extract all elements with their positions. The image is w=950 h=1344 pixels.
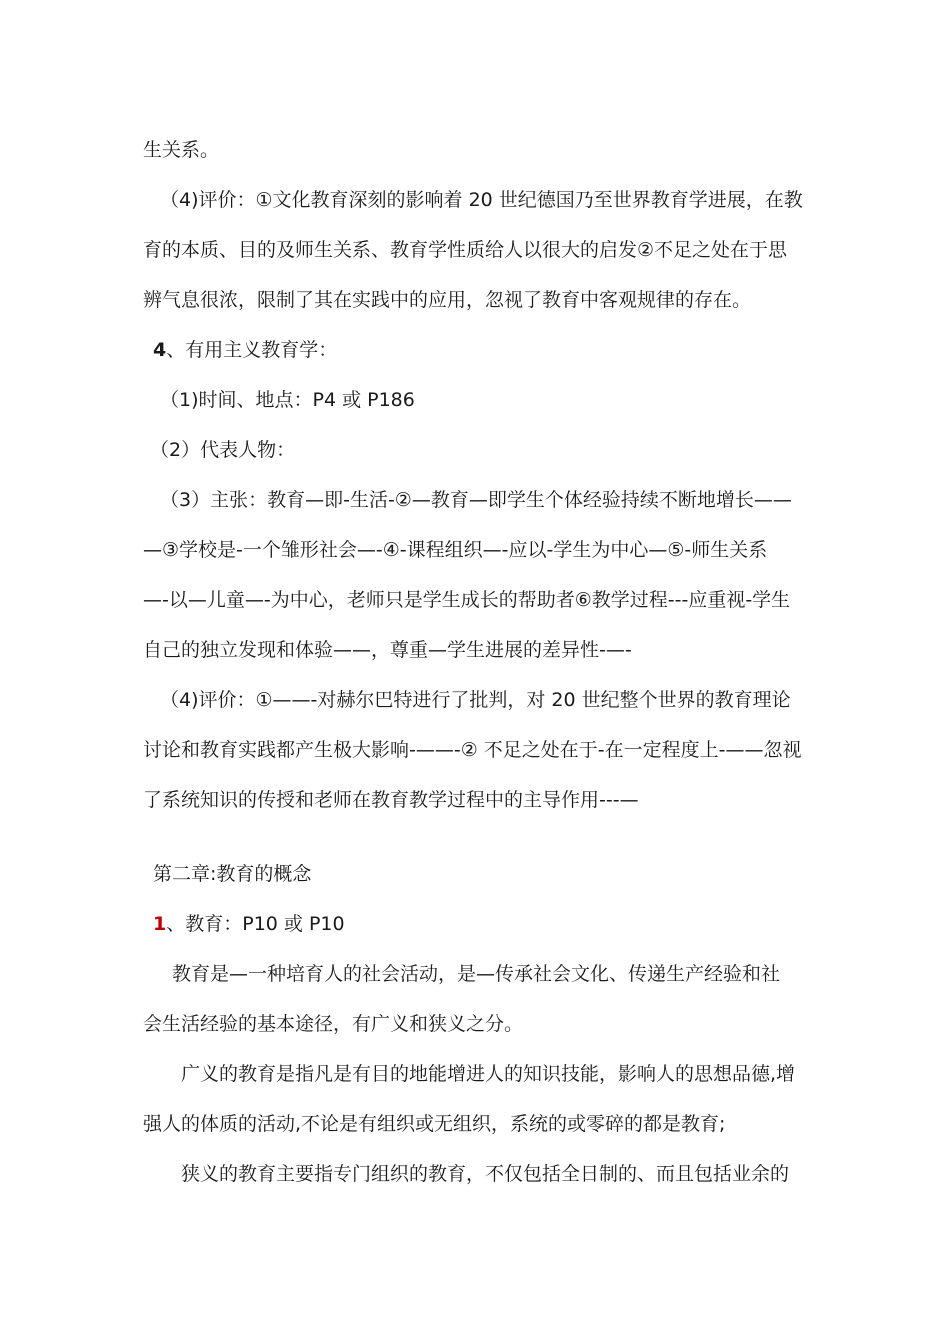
section-4-claims-line-2: —③学校是-一个雏形社会—-④-课程组织—-应以-学生为中心—⑤-师生关系 bbox=[143, 539, 768, 561]
section-4-claims-line-3: —-以—儿童—-为中心，老师只是学生成长的帮助者⑥教学过程---应重视-学生 bbox=[143, 589, 791, 611]
broad-education-line-1: 广义的教育是指凡是有目的地能增进人的知识技能，影响人的思想品德,增 bbox=[181, 1063, 796, 1085]
section-4-title: 、有用主义教育学： bbox=[166, 339, 338, 361]
section-4-claims-line-1: （3）主张：教育—即-生活-②—教育—即学生个体经验持续不断地增长—— bbox=[160, 489, 792, 511]
section-3-evaluation-line-1: （4)评价：①文化教育深刻的影响着 20 世纪德国乃至世界教育学进展，在教 bbox=[160, 189, 803, 211]
narrow-education-line-1: 狭义的教育主要指专门组织的教育，不仅包括全日制的、而且包括业余的 bbox=[181, 1163, 790, 1185]
chapter-2-item-number: 1 bbox=[153, 913, 167, 935]
section-3-tail: 生关系。 bbox=[143, 139, 220, 161]
section-4-representatives: （2）代表人物： bbox=[150, 439, 296, 461]
chapter-2-item-title: 、教育：P10 或 P10 bbox=[166, 913, 345, 935]
education-definition-line-1: 教育是—一种培育人的社会活动，是—传承社会文化、传递生产经验和社 bbox=[172, 963, 781, 985]
section-3-evaluation-line-3: 辨气息很浓，限制了其在实践中的应用，忽视了教育中客观规律的存在。 bbox=[143, 289, 752, 311]
section-3-evaluation-line-2: 育的本质、目的及师生关系、教育学性质给人以很大的启发②不足之处在于思 bbox=[143, 239, 788, 261]
section-4-number: 4 bbox=[153, 339, 167, 361]
education-definition-line-2: 会生活经验的基本途径，有广义和狭义之分。 bbox=[143, 1013, 524, 1035]
section-4-claims-line-4: 自己的独立发现和体验——，尊重—学生进展的差异性-—- bbox=[143, 639, 632, 661]
chapter-2-heading: 第二章:教育的概念 bbox=[153, 863, 312, 885]
section-4-evaluation-line-1: （4)评价：①——-对赫尔巴特进行了批判，对 20 世纪整个世界的教育理论 bbox=[160, 689, 791, 711]
section-4-time-place: （1)时间、地点：P4 或 P186 bbox=[160, 389, 415, 411]
section-4-evaluation-line-2: 讨论和教育实践都产生极大影响-——-② 不足之处在于-在一定程度上-——忽视 bbox=[143, 739, 802, 761]
broad-education-line-2: 强人的体质的活动,不论是有组织或无组织，系统的或零碎的都是教育; bbox=[143, 1113, 726, 1135]
section-4-evaluation-line-3: 了系统知识的传授和老师在教育教学过程中的主导作用---— bbox=[143, 789, 639, 811]
section-4-heading bbox=[153, 338, 337, 362]
chapter-2-item-1-heading bbox=[153, 912, 345, 936]
